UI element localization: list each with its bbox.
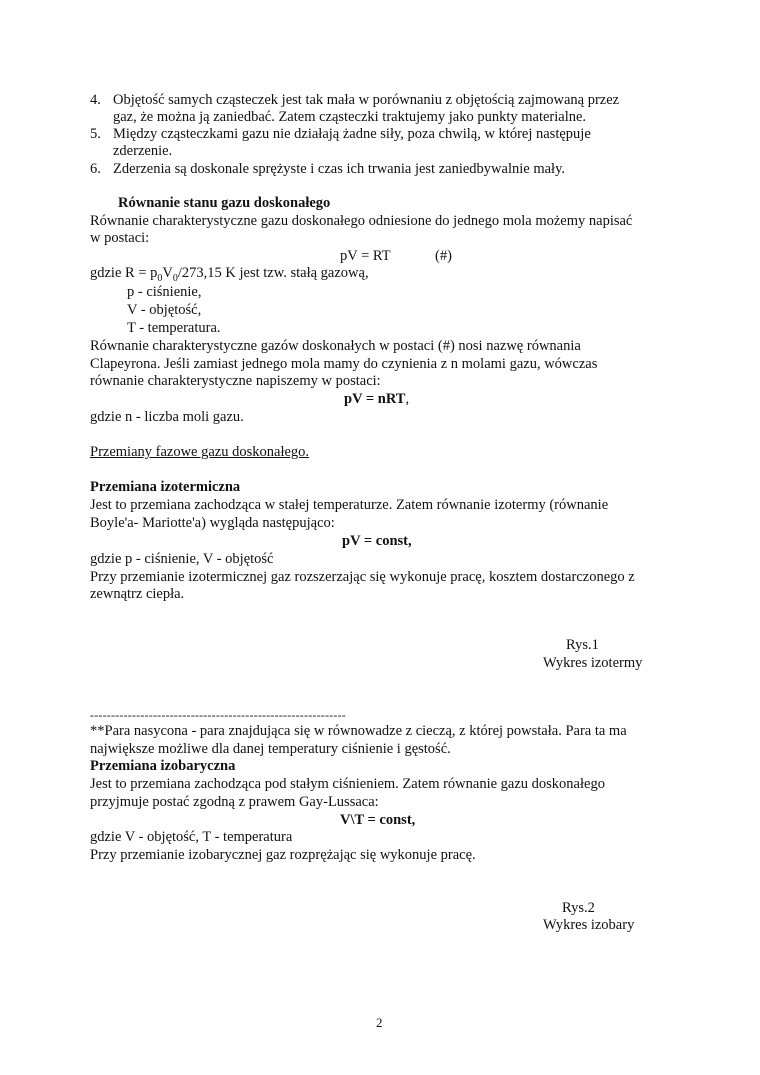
definition-pressure: p - ciśnienie, (127, 284, 202, 300)
paragraph-line: Clapeyrona. Jeśli zamiast jednego mola mamy do czynienia z n molami gazu, wówczas (90, 356, 598, 372)
paragraph-line: w postaci: (90, 230, 150, 246)
equation-pv-const: pV = const, (342, 533, 412, 549)
paragraph-line: Jest to przemiana zachodząca pod stałym ciśnieniem. Zatem równanie gazu doskonałego (90, 776, 605, 792)
list-item-6-line-1: Zderzenia są doskonale sprężyste i czas ich trwania jest zaniedbywalnie mały. (113, 161, 565, 177)
figure-2-number: Rys.2 (562, 900, 595, 916)
definition-volume: V - objętość, (127, 302, 202, 318)
figure-2-caption: Wykres izobary (543, 917, 635, 933)
paragraph-line: Przy przemianie izotermicznej gaz rozszerzając się wykonuje pracę, kosztem dostarczonego z (90, 569, 635, 585)
footnote-separator: ------------------------------------------------------------- (90, 708, 346, 722)
subheading-isothermal: Przemiana izotermiczna (90, 479, 241, 495)
isothermal-definitions: gdzie p - ciśnienie, V - objętość (90, 551, 274, 567)
paragraph-line: zewnątrz ciepła. (90, 586, 185, 602)
definition-temperature: T - temperatura. (127, 320, 221, 336)
paragraph-line: Równanie charakterystyczne gazów doskonałych w postaci (#) nosi nazwę równania (90, 338, 581, 354)
footnote-line: **Para nasycona - para znajdująca się w równowadze z cieczą, z której powstała. Para ta ma (90, 723, 627, 739)
equation-tag: (#) (435, 248, 452, 264)
page-number: 2 (376, 1015, 383, 1030)
figure-1-number: Rys.1 (566, 637, 599, 653)
paragraph-line: Boyle'a- Mariotte'a) wygląda następująco: (90, 515, 335, 531)
paragraph-line: Przy przemianie izobarycznej gaz rozprężając się wykonuje pracę. (90, 847, 476, 863)
list-number-6: 6. (90, 161, 101, 177)
section-heading-equation-of-state: Równanie stanu gazu doskonałego (118, 195, 331, 211)
list-item-4-line-1: Objętość samych cząsteczek jest tak mała w porównaniu z objętością zajmowaną przez (113, 92, 620, 108)
footnote-line: największe możliwe dla danej temperatury ciśnienie i gęstość. (90, 741, 451, 757)
gas-constant-definition: gdzie $R = p_0V_0/273,15$ K jest tzw. stałą gazową, (90, 265, 369, 284)
section-heading-phase-changes: Przemiany fazowe gazu doskonałego. (90, 444, 310, 460)
list-number-4: 4. (90, 92, 101, 108)
paragraph-line: równanie charakterystyczne napiszemy w postaci: (90, 373, 381, 389)
moles-definition: gdzie n - liczba moli gazu. (90, 409, 244, 425)
subheading-isobaric: Przemiana izobaryczna (90, 758, 236, 774)
list-number-5: 5. (90, 126, 101, 142)
isobaric-definitions: gdzie V - objętość, T - temperatura (90, 829, 293, 845)
list-item-5-line-2: zderzenie. (113, 143, 173, 159)
equation-pv-rt: pV = RT (340, 248, 391, 264)
list-item-4-line-2: gaz, że można ją zaniedbać. Zatem cząsteczki traktujemy jako punkty materialne. (113, 109, 587, 125)
equation-v-t-const: V\T = const, (340, 812, 416, 828)
paragraph-line: Równanie charakterystyczne gazu doskonałego odniesione do jednego mola możemy napisać (90, 213, 633, 229)
figure-1-caption: Wykres izotermy (543, 655, 643, 671)
list-item-5-line-1: Między cząsteczkami gazu nie działają żadne siły, poza chwilą, w której następuje (113, 126, 591, 142)
paragraph-line: Jest to przemiana zachodząca w stałej temperaturze. Zatem równanie izotermy (równanie (90, 497, 609, 513)
paragraph-line: przyjmuje postać zgodną z prawem Gay-Lussaca: (90, 794, 379, 810)
equation-pv-nrt: pV = nRT, (344, 391, 410, 407)
